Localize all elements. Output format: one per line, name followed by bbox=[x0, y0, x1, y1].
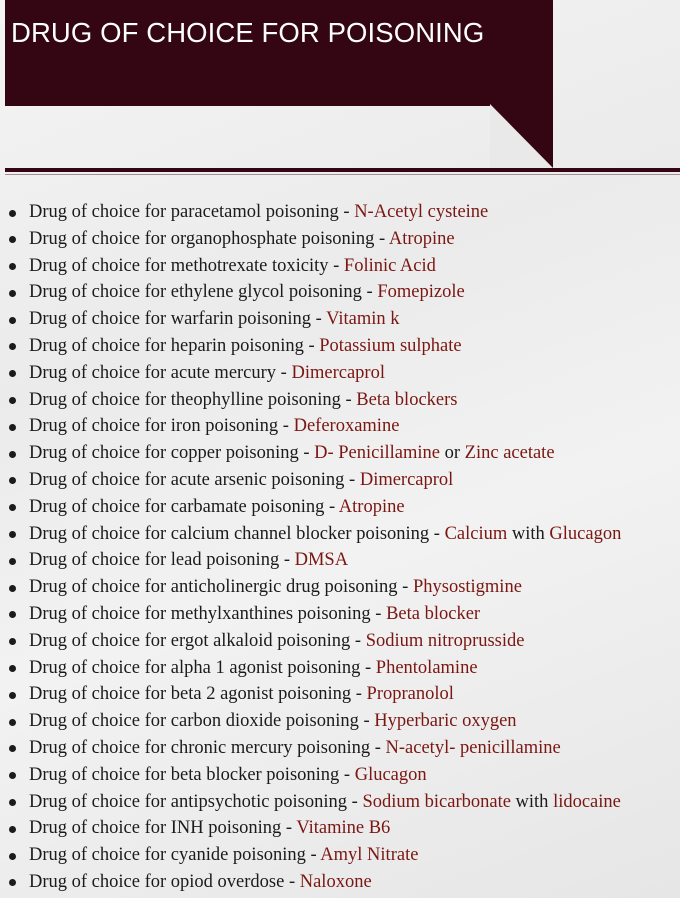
list-item bbox=[0, 521, 680, 548]
item-condition: Drug of choice for antipsychotic poisoning - bbox=[29, 791, 363, 812]
bullet-icon bbox=[9, 210, 16, 217]
bullet-icon bbox=[9, 585, 16, 592]
item-antidote: Deferoxamine bbox=[293, 416, 400, 437]
item-condition: Drug of choice for organophosphate poisoning - bbox=[29, 228, 389, 249]
bullet-icon bbox=[9, 397, 16, 404]
header-divider-line-thin bbox=[5, 174, 680, 175]
bullet-icon bbox=[9, 424, 16, 431]
item-antidote: Folinic Acid bbox=[343, 255, 436, 276]
bullet-icon bbox=[9, 504, 16, 511]
item-condition: Drug of choice for lead poisoning - bbox=[29, 550, 295, 571]
list-item bbox=[0, 815, 680, 842]
bullet-icon bbox=[9, 879, 16, 886]
item-antidote: Vitamine B6 bbox=[296, 818, 391, 839]
item-condition: Drug of choice for warfarin poisoning - bbox=[29, 309, 327, 330]
bullet-icon bbox=[9, 343, 16, 350]
item-antidote: Fomepizole bbox=[377, 282, 465, 303]
item-antidote: Atropine bbox=[338, 496, 405, 517]
item-condition: Drug of choice for opiod overdose - bbox=[29, 871, 300, 892]
item-antidote: N-Acetyl cysteine bbox=[354, 202, 489, 222]
item-condition: Drug of choice for beta 2 agonist poisoning - bbox=[29, 684, 367, 705]
item-condition: Drug of choice for alpha 1 agonist poisoning - bbox=[29, 657, 376, 678]
item-condition: Drug of choice for paracetamol poisoning - bbox=[29, 202, 355, 222]
list-item bbox=[0, 199, 680, 226]
list-item bbox=[0, 547, 680, 574]
list-item bbox=[0, 387, 680, 414]
list-item bbox=[0, 869, 680, 896]
item-condition: Drug of choice for acute mercury - bbox=[29, 362, 292, 383]
item-antidote: Potassium sulphate bbox=[319, 335, 462, 356]
bullet-icon bbox=[9, 290, 16, 297]
item-antidote: Calcium bbox=[444, 523, 508, 544]
item-condition: Drug of choice for heparin poisoning - bbox=[29, 335, 320, 356]
list-item bbox=[0, 440, 680, 467]
bullet-icon bbox=[9, 719, 16, 726]
list-item bbox=[0, 789, 680, 816]
item-antidote: Vitamin k bbox=[326, 309, 400, 330]
item-joiner: with bbox=[510, 791, 554, 812]
item-condition: Drug of choice for ethylene glycol poisoning - bbox=[29, 282, 378, 303]
list-item bbox=[0, 735, 680, 762]
item-antidote: Sodium bicarbonate bbox=[362, 791, 511, 812]
item-condition: Drug of choice for theophylline poisoning - bbox=[29, 389, 357, 410]
bullet-icon bbox=[9, 611, 16, 618]
item-antidote: Sodium nitroprusside bbox=[365, 630, 525, 651]
bullet-icon bbox=[9, 236, 16, 243]
bullet-icon bbox=[9, 263, 16, 270]
item-antidote: Propranolol bbox=[366, 684, 454, 705]
item-condition: Drug of choice for methotrexate toxicity - bbox=[29, 255, 344, 276]
item-antidote: Atropine bbox=[388, 228, 455, 249]
bullet-icon bbox=[9, 451, 16, 458]
item-antidote: Naloxone bbox=[299, 871, 372, 892]
bullet-icon bbox=[9, 772, 16, 779]
item-condition: Drug of choice for cyanide poisoning - bbox=[29, 845, 321, 866]
item-antidote: Hyperbaric oxygen bbox=[374, 711, 517, 732]
list-item bbox=[0, 708, 680, 735]
item-antidote-secondary: lidocaine bbox=[553, 791, 621, 812]
item-condition: Drug of choice for anticholinergic drug poisoning - bbox=[29, 577, 413, 598]
item-condition: Drug of choice for methylxanthines poisoning - bbox=[29, 603, 387, 624]
item-antidote: N-acetyl- penicillamine bbox=[385, 737, 561, 758]
header-tail-wedge bbox=[490, 104, 553, 168]
item-condition: Drug of choice for copper poisoning - bbox=[29, 443, 315, 464]
list-item bbox=[0, 762, 680, 789]
bullet-icon bbox=[9, 638, 16, 645]
item-condition: Drug of choice for acute arsenic poisoning - bbox=[29, 469, 360, 490]
header-banner bbox=[5, 0, 553, 106]
item-antidote: Amyl Nitrate bbox=[320, 845, 419, 866]
bullet-icon bbox=[9, 477, 16, 484]
list-item bbox=[0, 279, 680, 306]
list-item bbox=[0, 494, 680, 521]
list-item bbox=[0, 360, 680, 387]
bullet-icon bbox=[9, 558, 16, 565]
item-antidote: Beta blocker bbox=[386, 603, 481, 624]
bullet-icon bbox=[9, 370, 16, 377]
bullet-icon bbox=[9, 799, 16, 806]
page-title: DRUG OF CHOICE FOR POISONING bbox=[11, 17, 485, 48]
bullet-icon bbox=[9, 826, 16, 833]
list-item bbox=[0, 628, 680, 655]
item-condition: Drug of choice for calcium channel blocker poisoning - bbox=[29, 523, 445, 544]
list-item bbox=[0, 333, 680, 360]
bullet-icon bbox=[9, 692, 16, 699]
item-condition: Drug of choice for carbon dioxide poisoning - bbox=[29, 711, 375, 732]
item-antidote: DMSA bbox=[294, 550, 349, 571]
list-item bbox=[0, 681, 680, 708]
list-item bbox=[0, 467, 680, 494]
item-antidote: Physostigmine bbox=[412, 577, 522, 598]
item-antidote: Glucagon bbox=[354, 764, 427, 785]
bullet-icon bbox=[9, 317, 16, 324]
item-antidote-secondary: Glucagon bbox=[549, 523, 622, 544]
list-item bbox=[0, 413, 680, 440]
item-antidote: Phentolamine bbox=[375, 657, 478, 678]
item-joiner: with bbox=[507, 523, 550, 544]
item-antidote: Dimercaprol bbox=[291, 362, 385, 383]
item-antidote: Dimercaprol bbox=[359, 469, 454, 490]
item-condition: Drug of choice for INH poisoning - bbox=[29, 818, 297, 839]
list-item bbox=[0, 253, 680, 280]
list-item bbox=[0, 655, 680, 682]
drug-of-choice-list bbox=[0, 199, 680, 896]
item-condition: Drug of choice for iron poisoning - bbox=[29, 416, 294, 437]
list-item bbox=[0, 601, 680, 628]
header-tail-background bbox=[490, 104, 553, 168]
item-joiner: or bbox=[440, 443, 465, 464]
bullet-icon bbox=[9, 745, 16, 752]
list-item bbox=[0, 842, 680, 869]
bullet-icon bbox=[9, 531, 16, 538]
bullet-icon bbox=[9, 665, 16, 672]
list-item bbox=[0, 574, 680, 601]
item-condition: Drug of choice for ergot alkaloid poisoning - bbox=[29, 630, 366, 651]
item-antidote: Beta blockers bbox=[356, 389, 458, 410]
item-antidote-secondary: Zinc acetate bbox=[464, 443, 555, 464]
header-divider-line bbox=[5, 168, 680, 172]
item-condition: Drug of choice for carbamate poisoning - bbox=[29, 496, 339, 517]
item-condition: Drug of choice for chronic mercury poisoning - bbox=[29, 737, 386, 758]
item-condition: Drug of choice for beta blocker poisoning - bbox=[29, 764, 355, 785]
bullet-icon bbox=[9, 853, 16, 860]
item-antidote: D- Penicillamine bbox=[314, 443, 440, 464]
list-item bbox=[0, 306, 680, 333]
list-item bbox=[0, 226, 680, 253]
